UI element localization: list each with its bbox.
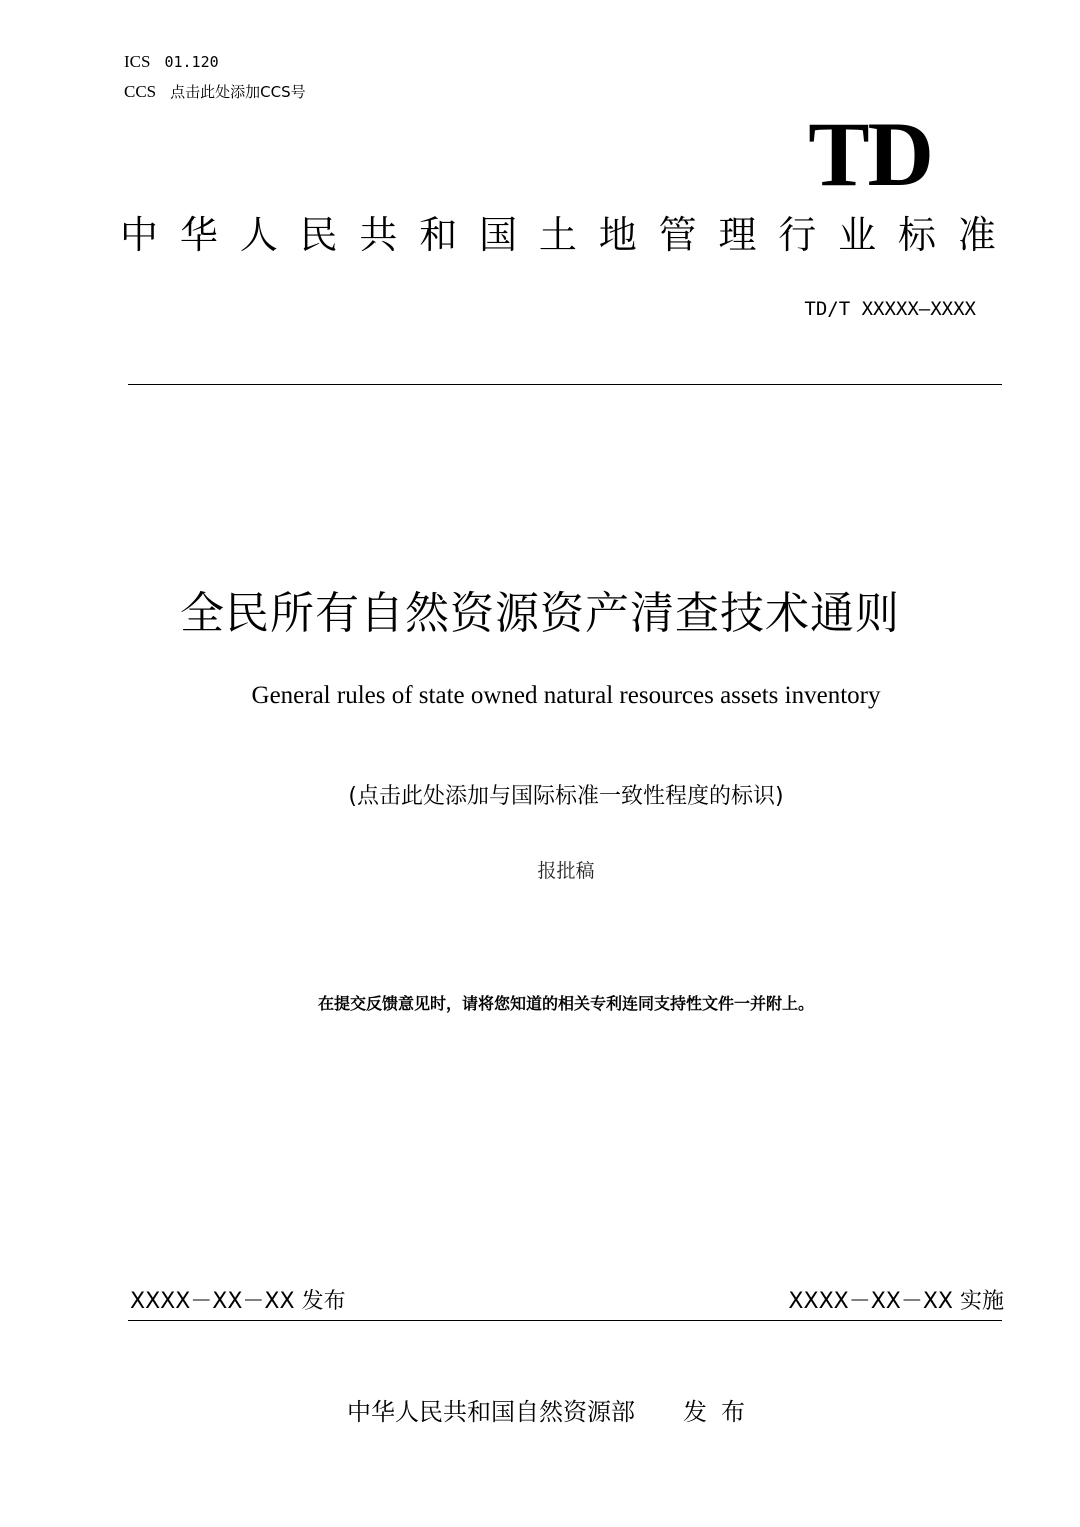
title-char: 理: [718, 213, 757, 257]
consistency-placeholder[interactable]: (点击此处添加与国际标准一致性程度的标识): [348, 784, 784, 809]
patent-notice: 在提交反馈意见时，请将您知道的相关专利连同支持性文件一并附上。: [317, 994, 814, 1013]
document-title: 全民所有自然资源资产清查技术通则: [180, 588, 900, 639]
publish-action: 发布: [683, 1398, 759, 1426]
draft-stage: 报批稿: [537, 860, 595, 882]
ccs-label: CCS: [124, 82, 157, 101]
title-char: 行: [778, 213, 817, 257]
title-char: 业: [838, 213, 877, 257]
title-char: 标: [897, 213, 936, 257]
title-char: 民: [299, 213, 338, 257]
ics-code: [124, 52, 219, 72]
publisher-name: 中华人民共和国自然资源部: [347, 1398, 635, 1426]
release-date: XXXX－XX－XX 发布: [130, 1289, 346, 1314]
standard-category-title: [120, 205, 996, 265]
title-char: 土: [538, 213, 577, 257]
title-char: 国: [479, 213, 518, 257]
title-char: 中: [120, 213, 159, 257]
title-char: 共: [359, 213, 398, 257]
ics-label: ICS: [124, 52, 151, 71]
publisher-line: [0, 1394, 1080, 1430]
title-char: 管: [658, 213, 697, 257]
effective-date: XXXX－XX－XX 实施: [788, 1289, 1004, 1314]
ccs-value[interactable]: 点击此处添加CCS号: [170, 83, 306, 101]
header-divider: [128, 384, 1002, 385]
td-logo: TD: [808, 103, 932, 205]
footer-divider: [128, 1320, 1002, 1321]
title-char: 人: [239, 213, 278, 257]
title-char: 准: [957, 213, 996, 257]
document-subtitle-english: General rules of state owned natural resources assets inventory: [251, 682, 881, 709]
ics-value: 01.120: [164, 53, 219, 71]
standard-number: TD/T XXXXX—XXXX: [804, 298, 976, 320]
ccs-code: [124, 81, 306, 102]
title-char: 和: [419, 213, 458, 257]
title-char: 华: [179, 213, 218, 257]
title-char: 地: [598, 213, 637, 257]
